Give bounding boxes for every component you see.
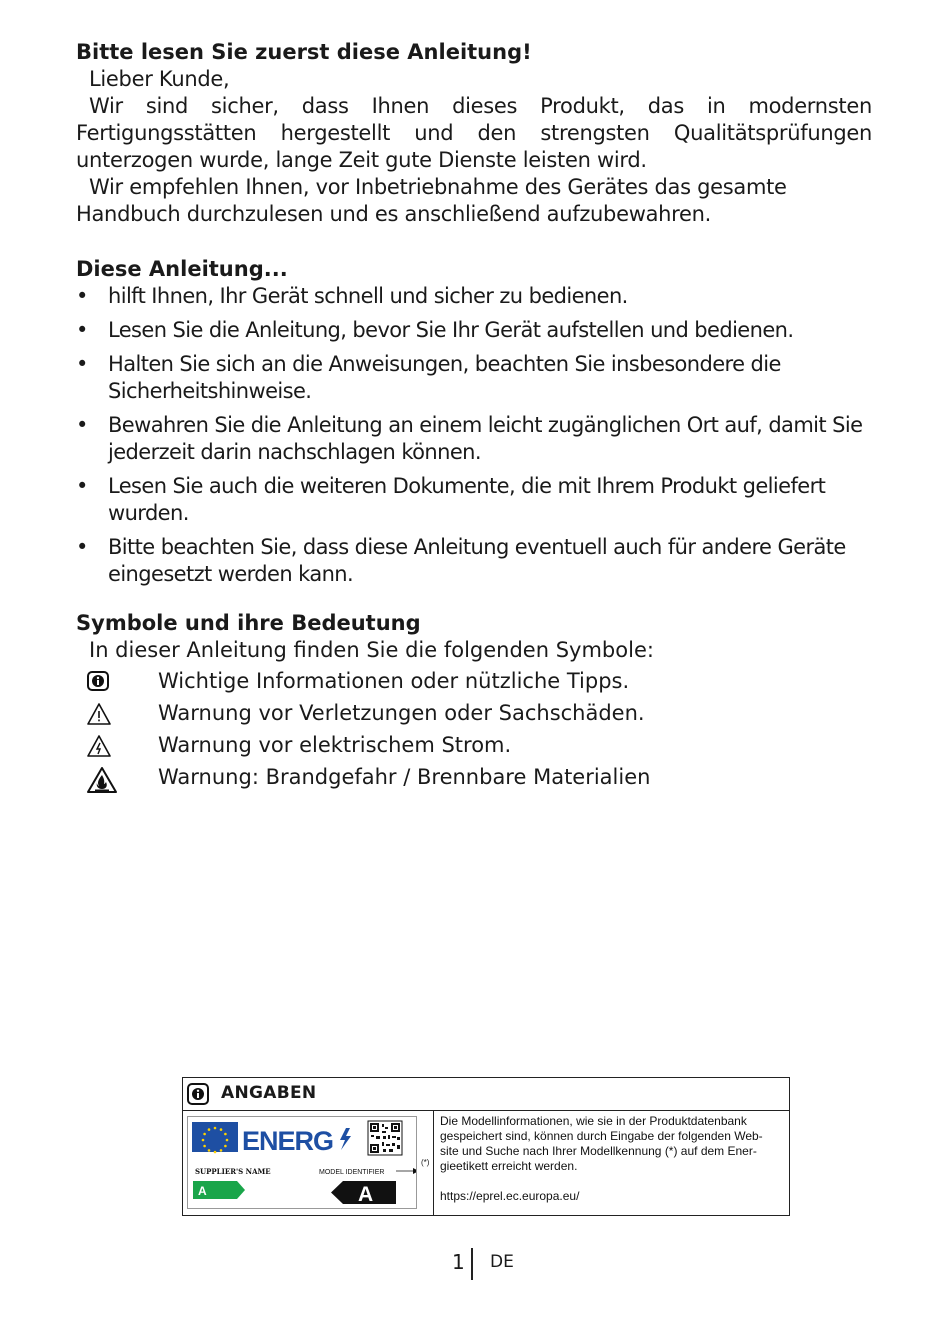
page-number: 1 (452, 1250, 465, 1274)
manual-page (76, 38, 872, 794)
symbol-text: Wichtige Informationen oder nützliche Tipps. (158, 669, 630, 693)
info-icon (86, 670, 112, 694)
energy-class-small-text: A (198, 1184, 207, 1198)
energy-label-graphic (188, 1117, 416, 1208)
info-box-title: ANGABEN (221, 1083, 317, 1103)
intro-paragraph-2: Wir empfehlen Ihnen, vor Inbetriebnahme des Gerätes das gesamte Handbuch durchzulesen und es anschließend aufzubewahren. (76, 175, 787, 226)
bullet-icon: • (76, 413, 88, 437)
supplier-name-text: SUPPLIER'S NAME (195, 1167, 271, 1176)
symbol-row-warning (76, 700, 872, 732)
symbol-text: Warnung vor elektrischem Strom. (158, 733, 512, 757)
symbol-row-fire (76, 764, 872, 794)
bullet-icon: • (76, 318, 88, 342)
symbols-intro: In dieser Anleitung finden Sie die folgenden Symbole: (89, 638, 654, 662)
info-icon (187, 1083, 209, 1105)
info-box-text-cell (440, 1114, 780, 1204)
list-item-text: hilft Ihnen, Ihr Gerät schnell und sicher zu bedienen. (108, 284, 628, 308)
symbol-row-info (76, 668, 872, 700)
bullet-icon: • (76, 352, 88, 376)
eprel-link[interactable]: https://eprel.ec.europa.eu/ (440, 1189, 580, 1203)
list-item (76, 412, 872, 466)
info-box-header (183, 1078, 789, 1111)
symbol-row-electric (76, 732, 872, 764)
list-item-text: Bitte beachten Sie, dass diese Anleitung eventuell auch für andere Geräte eingesetzt werden kann. (108, 535, 846, 586)
symbols-heading: Symbole und ihre Bedeutung (76, 611, 421, 635)
energy-class-large-text: A (358, 1183, 374, 1206)
qr-code-icon (368, 1121, 402, 1155)
warning-triangle-icon (86, 702, 112, 726)
intro-paragraph-1: Wir sind sicher, dass Ihnen dieses Produkt, das in modernsten Fertigungsstätten hergestellt und den strengsten Qualitätsprüfungen unterzogen wurde, lange Zeit gute Dienste leisten wird. (76, 94, 872, 172)
list-item-text: Halten Sie sich an die Anweisungen, beachten Sie insbesondere die Sicherheitshinweise. (108, 352, 781, 403)
bullet-icon: • (76, 474, 88, 498)
list-item (76, 317, 872, 344)
intro-heading: Bitte lesen Sie zuerst diese Anleitung! (76, 40, 532, 64)
energy-label-text: ENERG (242, 1126, 334, 1156)
model-identifier-text: MODEL IDENTIFIER (319, 1169, 385, 1176)
asterisk-marker: (*) (421, 1158, 430, 1167)
guide-list (76, 283, 872, 588)
list-item (76, 283, 872, 310)
fire-warning-icon (86, 766, 118, 794)
info-box-description: Die Modellinformationen, wie sie in der Produktdatenbank gespeichert sind, können durch Eingabe der folgenden Web-site und Suche nach Ihrer Modellkennung (*) auf dem Ener-gieetikett erreicht werden. (440, 1114, 763, 1173)
list-item-text: Bewahren Sie die Anleitung an einem leicht zugänglichen Ort auf, damit Sie jederzeit darin nachschlagen können. (108, 413, 863, 464)
greeting: Lieber Kunde, (89, 67, 230, 91)
eu-flag-icon (192, 1122, 238, 1152)
bullet-icon: • (76, 535, 88, 559)
list-item (76, 473, 872, 527)
footer-divider (471, 1248, 473, 1280)
list-item-text: Lesen Sie die Anleitung, bevor Sie Ihr Gerät aufstellen und bedienen. (108, 318, 794, 342)
list-item-text: Lesen Sie auch die weiteren Dokumente, die mit Ihrem Produkt geliefert wurden. (108, 474, 826, 525)
bullet-icon: • (76, 284, 88, 308)
list-item (76, 351, 872, 405)
list-item (76, 534, 872, 588)
guide-heading: Diese Anleitung... (76, 257, 288, 281)
info-box (182, 1077, 790, 1216)
energy-label-cell (183, 1111, 434, 1215)
electric-warning-icon (86, 734, 112, 758)
symbol-text: Warnung vor Verletzungen oder Sachschäden. (158, 701, 645, 725)
symbol-text: Warnung: Brandgefahr / Brennbare Materialien (158, 765, 651, 789)
language-code: DE (490, 1252, 514, 1272)
energy-label (187, 1116, 417, 1209)
page-footer (0, 1246, 950, 1282)
